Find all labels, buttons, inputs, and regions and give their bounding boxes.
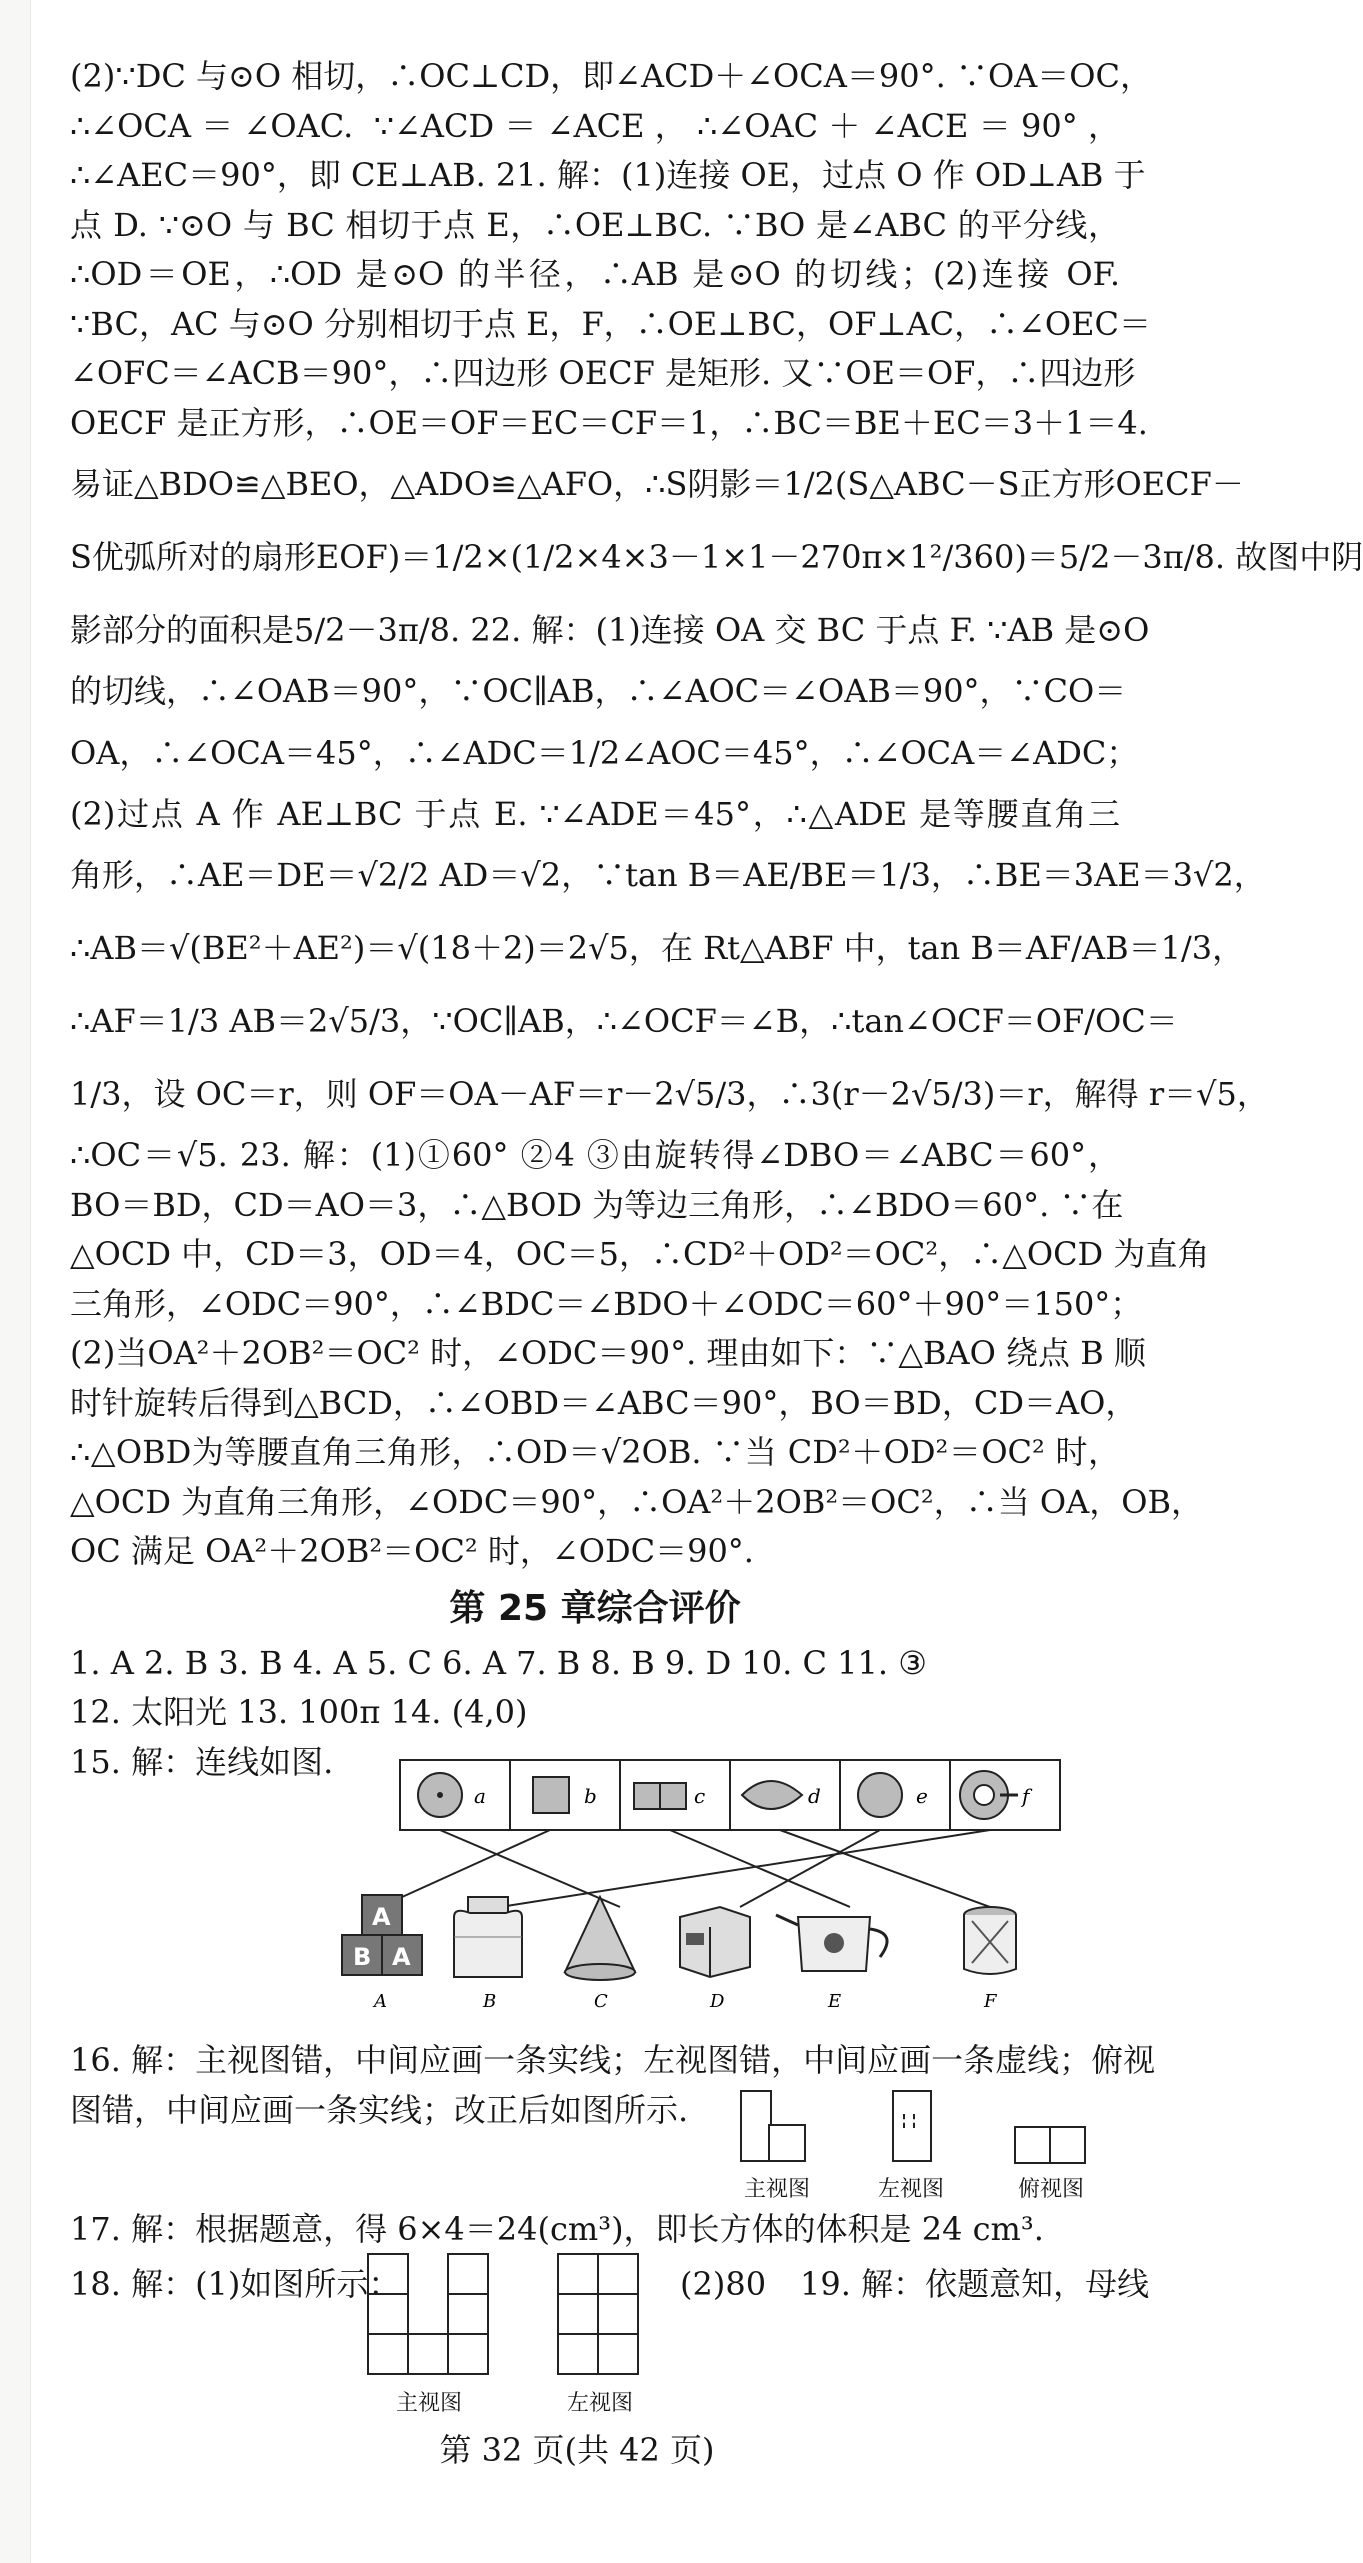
block-letter: A — [392, 1943, 411, 1971]
q18-side-view-figure — [556, 2252, 656, 2382]
text-line: ∴∠OCA＝∠OAC. ∵∠ACD＝∠ACE，∴∠OAC＋∠ACE＝90°， — [70, 106, 1120, 145]
object-label-D: D — [710, 1991, 725, 2012]
box-object — [680, 1907, 750, 1977]
cone-object — [565, 1897, 635, 1980]
q19-text: 19. 解：依题意知，母线 — [800, 2265, 1150, 2303]
q16-caption-side: 左视图 — [877, 2177, 944, 2202]
q15-matching-figure — [350, 1757, 1070, 2027]
q16-caption-front: 主视图 — [743, 2177, 810, 2202]
object-label-E: E — [828, 1991, 842, 2012]
q16-side-view-figure — [892, 2090, 932, 2162]
q18-caption-side: 左视图 — [566, 2391, 633, 2416]
q18-text: 18. 解：(1)如图所示： — [70, 2265, 401, 2303]
view-label-f: f — [1022, 1784, 1030, 1808]
circle-view-icon — [418, 1773, 462, 1817]
text-line: ∠OFC＝∠ACB＝90°，∴四边形 OECF 是矩形. 又∵OE＝OF，∴四边形 — [70, 354, 1136, 392]
object-label-C: C — [594, 1991, 608, 2012]
q18-front-view-figure — [366, 2252, 496, 2382]
text-line: ∴△OBD为等腰直角三角形，∴OD＝√2OB. ∵当 CD²＋OD²＝OC² 时， — [70, 1433, 1120, 1471]
text-line: ∴OD＝OE，∴OD 是⊙O 的半径，∴AB 是⊙O 的切线；(2)连接 OF. — [70, 255, 1120, 293]
q15-text: 15. 解：连线如图. — [70, 1742, 334, 1781]
text-line: 三角形，∠ODC＝90°，∴∠BDC＝∠BDO＋∠ODC＝60°＋90°＝150°； — [70, 1284, 1143, 1323]
text-line: OA，∴∠OCA＝45°，∴∠ADC＝1/2∠AOC＝45°，∴∠OCA＝∠ADC； — [70, 733, 1139, 772]
text-line: (2)∵DC 与⊙O 相切，∴OC⊥CD，即∠ACD＋∠OCA＝90°. ∵OA＝OC， — [70, 57, 1153, 95]
q18-caption-front: 主视图 — [395, 2391, 462, 2416]
text-line: △OCD 为直角三角形，∠ODC＝90°，∴OA²＋2OB²＝OC²，∴当 OA，OB， — [70, 1482, 1203, 1521]
q15-figure-svg — [350, 1757, 1070, 2027]
text-line: OC 满足 OA²＋2OB²＝OC² 时，∠ODC＝90°. — [70, 1532, 754, 1570]
view-label-e: e — [916, 1784, 928, 1808]
text-line: BO＝BD，CD＝AO＝3，∴△BOD 为等边三角形，∴∠BDO＝60°. ∵在 — [70, 1185, 1124, 1224]
round-lid-view-icon — [858, 1773, 902, 1817]
object-label-F: F — [984, 1991, 997, 2012]
text-line: OECF 是正方形，∴OE＝OF＝EC＝CF＝1，∴BC＝BE＋EC＝3＋1＝4. — [70, 403, 1148, 442]
text-line: 易证△BDO≌△BEO，△ADO≌△AFO，∴S阴影＝1/2(S△ABC－S正方形OECF－ — [70, 465, 1244, 503]
answer-key-line: 12. 太阳光 13. 100π 14. (4,0) — [70, 1693, 528, 1731]
view-label-a: a — [474, 1784, 486, 1808]
q16-line: 16. 解：主视图错，中间应画一条实线；左视图错，中间应画一条虚线；俯视 — [70, 2041, 1156, 2079]
text-line: 点 D. ∵⊙O 与 BC 相切于点 E，∴OE⊥BC. ∵BO 是∠ABC 的平分线， — [70, 205, 1120, 244]
view-label-d: d — [808, 1784, 821, 1808]
section-title: 第 25 章综合评价 — [449, 1587, 741, 1629]
block-letter: B — [353, 1943, 372, 1971]
hourglass-object — [964, 1907, 1016, 1974]
split-rectangle-view-icon — [634, 1783, 686, 1809]
view-label-b: b — [584, 1784, 597, 1808]
q18-side-view-svg — [556, 2252, 656, 2382]
text-line: ∴AB＝√(BE²＋AE²)＝√(18＋2)＝2√5，在 Rt△ABF 中，tan B＝AF/AB＝1/3， — [70, 929, 1245, 967]
text-line: ∴AF＝1/3 AB＝2√5/3，∵OC∥AB，∴∠OCF＝∠B，∴tan∠OCF＝OF/OC＝ — [70, 1002, 1178, 1040]
text-line: S优弧所对的扇形EOF)＝1/2×(1/2×4×3－1×1－270π×1²/360)＝5/2－3π/8. 故图中阴 — [70, 538, 1363, 576]
text-line: (2)过点 A 作 AE⊥BC 于点 E. ∵∠ADE＝45°，∴△ADE 是等腰直角三 — [70, 794, 1120, 833]
object-label-B: B — [483, 1991, 497, 2012]
text-line: (2)当OA²＋2OB²＝OC² 时，∠ODC＝90°. 理由如下：∵△BAO 绕点 B 顺 — [70, 1334, 1146, 1372]
page-edge-strip — [0, 0, 31, 2563]
teapot-object — [776, 1915, 887, 1971]
text-line: 角形，∴AE＝DE＝√2/2 AD＝√2，∵tan B＝AE/BE＝1/3，∴BE＝3AE＝3√2， — [70, 856, 1266, 894]
jar-object — [454, 1897, 522, 1977]
page-footer: 第 32 页(共 42 页) — [439, 2431, 715, 2469]
answer-page — [70, 52, 1363, 1787]
text-line: 时针旋转后得到△BCD，∴∠OBD＝∠ABC＝90°，BO＝BD，CD＝AO， — [70, 1383, 1138, 1422]
q16-front-view-figure — [740, 2090, 830, 2162]
object-label-A: A — [374, 1991, 387, 2012]
text-line: ∴∠AEC＝90°，即 CE⊥AB. 21. 解：(1)连接 OE，过点 O 作 OD⊥AB 于 — [70, 156, 1146, 194]
text-line: 的切线，∴∠OAB＝90°，∵OC∥AB，∴∠AOC＝∠OAB＝90°，∵CO＝ — [70, 672, 1127, 710]
text-line: ∴OC＝√5. 23. 解：(1)①60° ②4 ③由旋转得∠DBO＝∠ABC＝60°， — [70, 1136, 1120, 1174]
block-letter: A — [372, 1903, 391, 1931]
q16-top-view-figure — [1014, 2126, 1094, 2166]
q16-text-block — [70, 2036, 1156, 2135]
q18-part2: (2)80 — [680, 2265, 767, 2303]
q17-text: 17. 解：根据题意，得 6×4＝24(cm³)，即长方体的体积是 24 cm³. — [70, 2210, 1044, 2248]
text-line: ∵BC，AC 与⊙O 分别相切于点 E，F，∴OE⊥BC，OF⊥AC，∴∠OEC＝ — [70, 304, 1151, 343]
q18-front-view-svg — [366, 2252, 496, 2382]
text-line: 1/3，设 OC＝r，则 OF＝OA－AF＝r－2√5/3，∴3(r－2√5/3)＝r，解得 r＝√5， — [70, 1075, 1269, 1113]
q16-line: 图错，中间应画一条实线；改正后如图所示. — [70, 2090, 689, 2129]
letter-blocks-object — [342, 1895, 422, 1975]
view-label-c: c — [694, 1784, 706, 1808]
answer-key-line: 1. A 2. B 3. B 4. A 5. C 6. A 7. B 8. B 9. D 10. C 11. ③ — [70, 1643, 927, 1682]
q16-caption-top: 俯视图 — [1017, 2177, 1084, 2202]
text-line: 影部分的面积是5/2－3π/8. 22. 解：(1)连接 OA 交 BC 于点 F. ∵AB 是⊙O — [70, 611, 1150, 649]
square-view-icon — [533, 1777, 569, 1813]
text-line: △OCD 中，CD＝3，OD＝4，OC＝5，∴CD²＋OD²＝OC²，∴△OCD 为直角 — [70, 1235, 1210, 1273]
